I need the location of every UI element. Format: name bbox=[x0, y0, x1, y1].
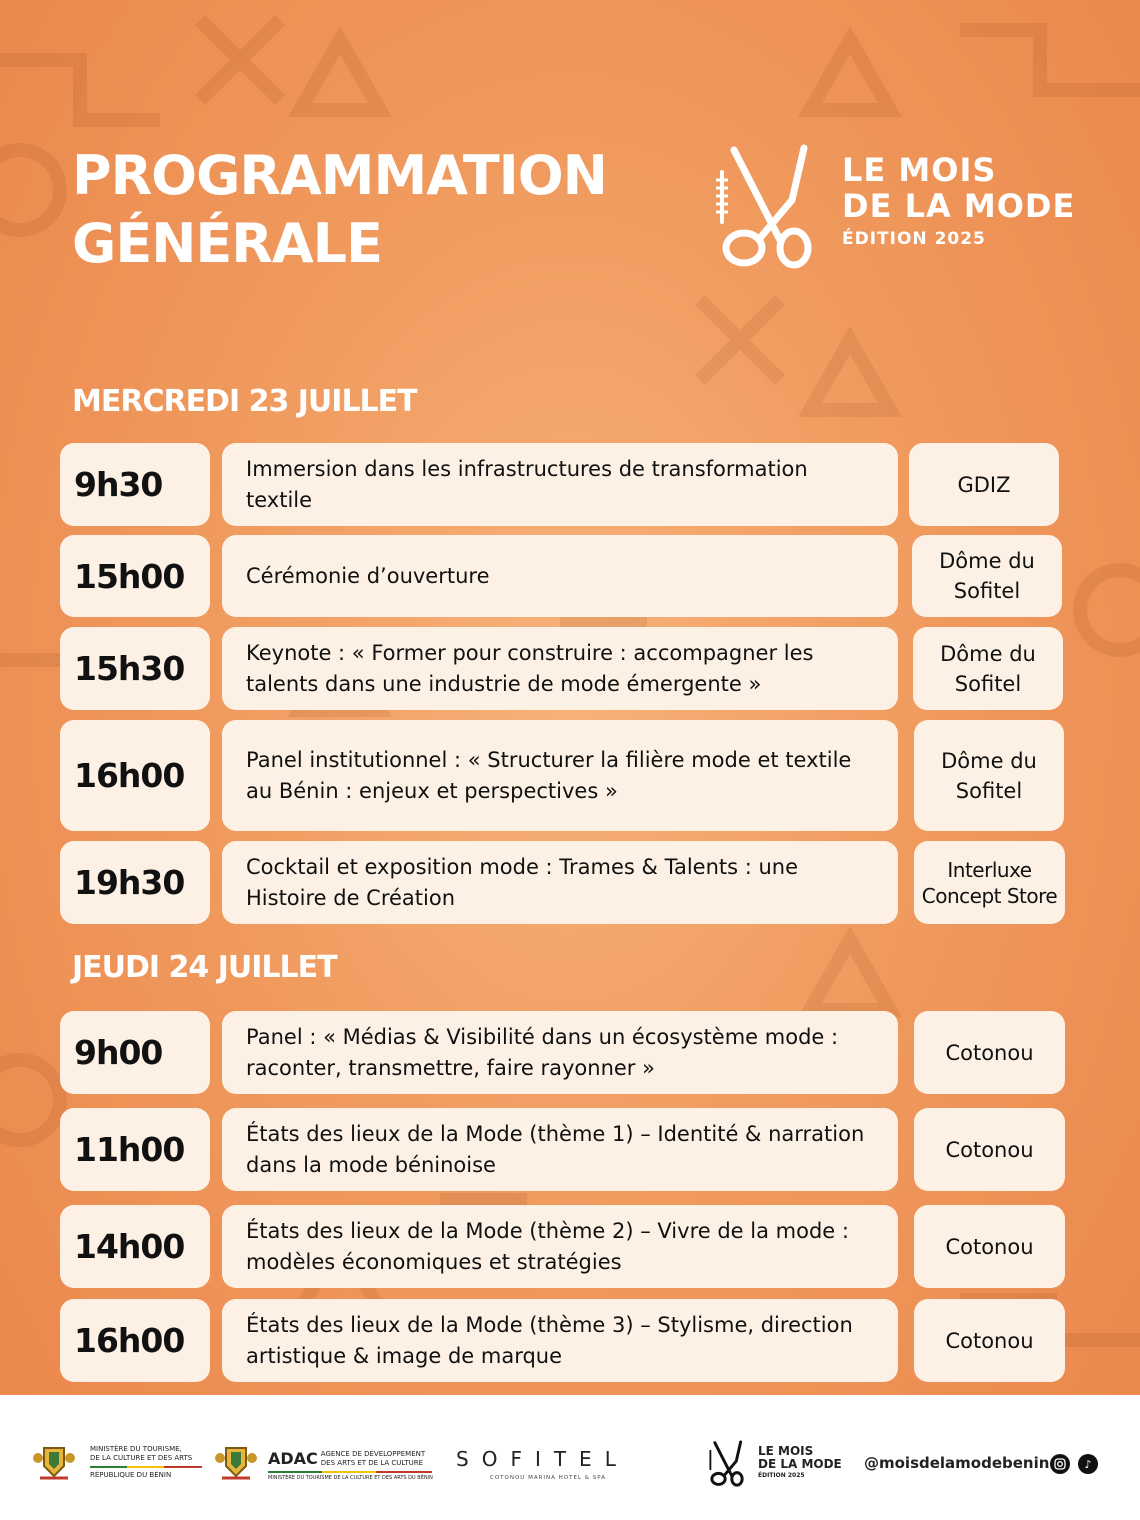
footer-brand-edition: ÉDITION 2025 bbox=[758, 1472, 805, 1479]
event-title: Cérémonie d’ouverture bbox=[222, 535, 898, 617]
event-time: 9h30 bbox=[60, 443, 210, 526]
event-place: Cotonou bbox=[914, 1011, 1065, 1094]
event-time: 11h00 bbox=[60, 1108, 210, 1191]
day-heading-1: MERCREDI 23 JUILLET bbox=[72, 384, 417, 419]
event-place: Dôme du Sofitel bbox=[914, 720, 1064, 831]
event-time: 16h00 bbox=[60, 1299, 210, 1382]
event-title: Keynote : « Former pour construire : accompagner les talents dans une industrie de mode émergente » bbox=[222, 627, 898, 710]
event-place: Cotonou bbox=[914, 1205, 1065, 1288]
ministry-line-2: DE LA CULTURE ET DES ARTS bbox=[90, 1454, 193, 1462]
ministry-line-3: RÉPUBLIQUE DU BÉNIN bbox=[90, 1471, 172, 1479]
adac-line-2: DES ARTS ET DE LA CULTURE bbox=[320, 1458, 424, 1467]
brand-line-1: LE MOIS bbox=[842, 151, 997, 189]
event-place: Dôme du Sofitel bbox=[913, 627, 1063, 710]
title-line-1: PROGRAMMATION bbox=[72, 144, 607, 207]
event-title: États des lieux de la Mode (thème 2) – Vivre de la mode : modèles économiques et stratégies bbox=[222, 1205, 898, 1288]
brand-logo-text bbox=[842, 152, 1075, 254]
instagram-icon[interactable] bbox=[1050, 1454, 1070, 1474]
flag-stripe bbox=[90, 1466, 202, 1468]
event-place: Interluxe Concept Store bbox=[914, 841, 1065, 924]
footer-brand-line-1: LE MOIS bbox=[758, 1444, 814, 1458]
tiktok-icon[interactable]: ♪ bbox=[1078, 1454, 1098, 1474]
event-place: GDIZ bbox=[909, 443, 1059, 526]
footer-brand-line-2: DE LA MODE bbox=[758, 1457, 842, 1471]
event-title: Immersion dans les infrastructures de transformation textile bbox=[222, 443, 898, 526]
event-time: 14h00 bbox=[60, 1205, 210, 1288]
flag-stripe bbox=[268, 1471, 432, 1473]
brand-line-2: DE LA MODE bbox=[842, 187, 1076, 225]
benin-crest-icon bbox=[32, 1438, 76, 1482]
event-title: États des lieux de la Mode (thème 3) – Stylisme, direction artistique & image de marque bbox=[222, 1299, 898, 1382]
sofitel-subtitle: COTONOU MARINA HOTEL & SPA bbox=[490, 1475, 607, 1481]
event-time: 15h30 bbox=[60, 627, 210, 710]
brand-edition: ÉDITION 2025 bbox=[842, 229, 986, 249]
event-title: Panel institutionnel : « Structurer la filière mode et textile au Bénin : enjeux et perspectives » bbox=[222, 720, 898, 831]
event-time: 15h00 bbox=[60, 535, 210, 617]
ministry-line-1: MINISTÈRE DU TOURISME, bbox=[90, 1445, 182, 1453]
sofitel-logo: SOFITEL bbox=[456, 1447, 629, 1471]
adac-name: ADAC bbox=[268, 1449, 318, 1468]
event-place: Cotonou bbox=[914, 1299, 1065, 1382]
footer-partners bbox=[0, 1395, 1140, 1520]
social-handle[interactable]: @moisdelamodebenin bbox=[864, 1454, 1050, 1472]
page-title bbox=[72, 142, 607, 278]
event-title: États des lieux de la Mode (thème 1) – Identité & narration dans la mode béninoise bbox=[222, 1108, 898, 1191]
event-title: Cocktail et exposition mode : Trames & Talents : une Histoire de Création bbox=[222, 841, 898, 924]
event-time: 9h00 bbox=[60, 1011, 210, 1094]
scissors-needle-icon bbox=[706, 1439, 748, 1487]
event-title: Panel : « Médias & Visibilité dans un écosystème mode : raconter, transmettre, faire rayonner » bbox=[222, 1011, 898, 1094]
adac-subtitle: MINISTÈRE DU TOURISME DE LA CULTURE ET DES ARTS DU BÉNIN bbox=[268, 1475, 433, 1481]
title-line-2: GÉNÉRALE bbox=[72, 212, 382, 275]
event-time: 16h00 bbox=[60, 720, 210, 831]
day-heading-2: JEUDI 24 JUILLET bbox=[72, 950, 337, 985]
event-time: 19h30 bbox=[60, 841, 210, 924]
event-place: Cotonou bbox=[914, 1108, 1065, 1191]
scissors-needle-icon bbox=[712, 140, 822, 270]
adac-line-1: AGENCE DE DÉVELOPPEMENT bbox=[320, 1449, 426, 1458]
benin-crest-icon bbox=[214, 1438, 258, 1482]
event-place: Dôme du Sofitel bbox=[912, 535, 1062, 617]
